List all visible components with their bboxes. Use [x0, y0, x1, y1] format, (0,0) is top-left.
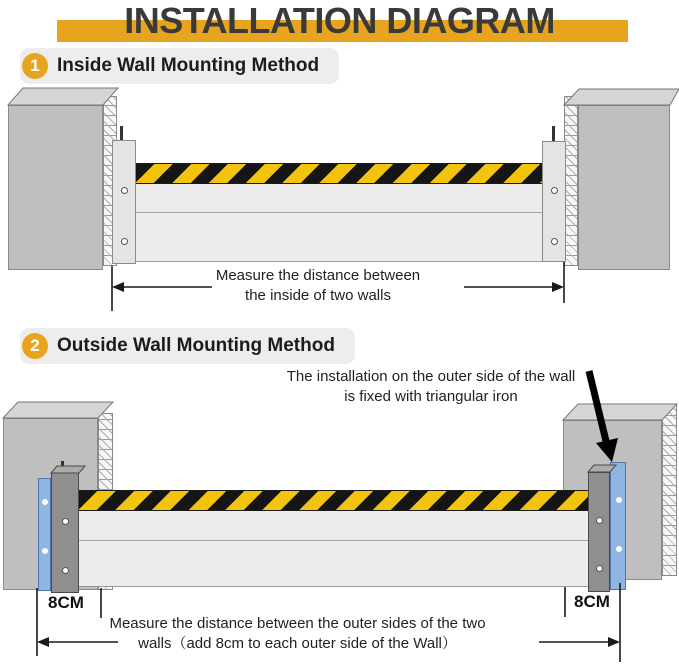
screw-icon — [62, 567, 69, 574]
d2-measure-line2: walls（add 8cm to each outer side of the Wall） — [138, 635, 457, 652]
step-number-badge: 2 — [22, 333, 48, 359]
d2-barrier-body — [78, 511, 600, 587]
screw-icon — [121, 187, 128, 194]
d1-left-pin — [120, 126, 123, 141]
offset-label-right: 8CM — [574, 592, 610, 611]
screw-icon — [596, 565, 603, 572]
screw-icon — [62, 518, 69, 525]
screw-icon — [551, 187, 558, 194]
d1-measure-caption — [170, 266, 466, 306]
d1-barrier-seam — [136, 212, 542, 213]
d2-barrier-hazard-stripe — [78, 490, 600, 511]
section-heading-inside — [20, 48, 339, 84]
dimension-arrow-right-icon — [608, 637, 620, 647]
d2-note-line1: The installation on the outer side of the wall — [286, 368, 576, 385]
d1-right-wall-top — [564, 89, 679, 105]
d2-left-triangular-iron — [51, 472, 79, 593]
d1-left-wall — [8, 105, 103, 270]
d2-note-line2: is fixed with triangular iron — [344, 388, 518, 405]
d1-right-pin — [552, 126, 555, 141]
screw-icon — [596, 517, 603, 524]
dimension-arrow-left-icon — [112, 282, 124, 292]
bolt-icon — [42, 499, 48, 505]
d2-right-wall-outer-edge — [662, 405, 677, 576]
dimension-arrow-left-icon — [37, 637, 49, 647]
d2-note — [275, 367, 587, 407]
screw-icon — [121, 238, 128, 245]
step-number-badge: 1 — [22, 53, 48, 79]
d2-left-wall-top — [3, 402, 113, 418]
d2-right-seal-plate — [610, 462, 626, 590]
d1-right-wall — [578, 105, 670, 270]
screw-icon — [551, 238, 558, 245]
bolt-icon — [616, 497, 622, 503]
section-heading-outside — [20, 328, 355, 364]
d2-measure-caption — [95, 614, 500, 654]
d1-right-wall-inner-edge — [564, 96, 578, 266]
d2-barrier-seam — [79, 540, 599, 541]
d1-measure-line1: Measure the distance between — [215, 267, 421, 284]
d1-measure-line2: the inside of two walls — [245, 287, 391, 304]
bolt-icon — [42, 548, 48, 554]
d1-left-mounting-plate — [112, 140, 136, 264]
d1-barrier-body — [135, 184, 543, 262]
section-heading-label: Outside Wall Mounting Method — [57, 335, 335, 356]
section-heading-label: Inside Wall Mounting Method — [57, 55, 320, 76]
d2-right-triangular-iron — [588, 472, 610, 592]
page-title: INSTALLATION DIAGRAM — [124, 0, 555, 41]
bolt-icon — [616, 546, 622, 552]
d1-right-mounting-plate — [542, 141, 566, 262]
d2-left-seal-plate — [38, 478, 51, 591]
dimension-arrow-right-icon — [552, 282, 564, 292]
d1-left-wall-top — [8, 88, 118, 105]
d2-measure-line1: Measure the distance between the outer sides of the two — [109, 615, 486, 632]
offset-label-left: 8CM — [48, 593, 84, 612]
d1-barrier-hazard-stripe — [135, 163, 543, 184]
